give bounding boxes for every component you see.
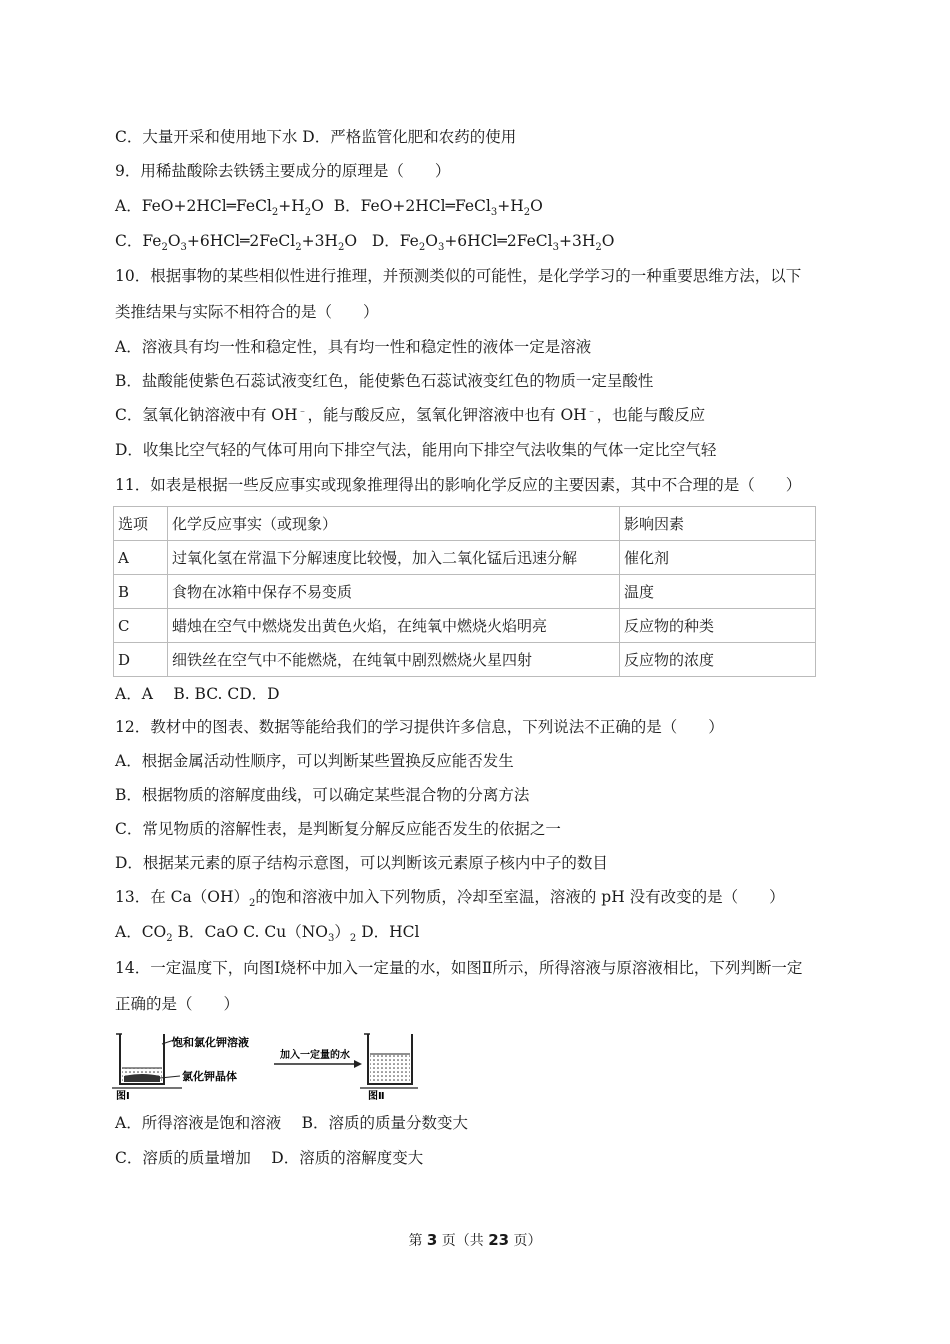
question-14-line2: 正确的是（ ） [115, 995, 240, 1013]
q10-option-a: A．溶液具有均一性和稳定性，具有均一性和稳定性的液体一定是溶液 [115, 338, 592, 356]
beaker-1 [116, 1034, 164, 1084]
q10-option-b: B．盐酸能使紫色石蕊试液变红色，能使紫色石蕊试液变红色的物质一定呈酸性 [115, 372, 654, 390]
table-cell: 蜡烛在空气中燃烧发出黄色火焰，在纯氧中燃烧火焰明亮 [168, 609, 620, 643]
q13-options: A．$CO_2$ B．CaO C. $Cu(NO_3)_2$ D．HCl [115, 923, 420, 945]
label-fig2: 图Ⅱ [368, 1091, 385, 1100]
q10-option-d: D．收集比空气轻的气体可用向下排空气法，能用向下排空气法收集的气体一定比空气轻 [115, 441, 717, 459]
table-header: 化学反应事实（或现象） [168, 507, 620, 541]
question-14-line1: 14．一定温度下，向图Ⅰ烧杯中加入一定量的水，如图Ⅱ所示，所得溶液与原溶液相比，下列判断一定 [115, 959, 803, 977]
question-10-line1: 10．根据事物的某些相似性进行推理，并预测类似的可能性，是化学学习的一种重要思维方法，以下 [115, 267, 802, 285]
q8-options-cd: C．大量开采和使用地下水 D．严格监管化肥和农药的使用 [115, 128, 517, 146]
q14-options-ab: A．所得溶液是饱和溶液 B．溶质的质量分数变大 [115, 1114, 469, 1132]
page-footer: 第 3 页（共 23 页） [408, 1231, 542, 1249]
label-fig1: 图Ⅰ [116, 1091, 130, 1100]
table-cell: 食物在冰箱中保存不易变质 [168, 575, 620, 609]
question-10-line2: 类推结果与实际不相符合的是（ ） [115, 303, 379, 321]
table-header: 影响因素 [620, 507, 816, 541]
q12-option-c: C．常见物质的溶解性表，是判断复分解反应能否发生的依据之一 [115, 820, 561, 838]
table-cell: A [114, 541, 168, 575]
q12-option-a: A．根据金属活动性顺序，可以判断某些置换反应能否发生 [115, 752, 514, 770]
table-cell: D [114, 643, 168, 677]
beaker-2 [364, 1034, 412, 1084]
table-cell: 反应物的浓度 [620, 643, 816, 677]
table-row [114, 609, 816, 643]
question-13: 13．在 $Ca(OH)_2$的饱和溶液中加入下列物质，冷却至室温，溶液的 pH 没有改变的是（ ） [115, 888, 785, 910]
q12-option-b: B．根据物质的溶解度曲线，可以确定某些混合物的分离方法 [115, 786, 530, 804]
q10-option-c: C．氢氧化钠溶液中有 OH﹣，能与酸反应，氢氧化钾溶液中也有 OH﹣，也能与酸反应 [115, 405, 706, 424]
question-11: 11．如表是根据一些反应事实或现象推理得出的影响化学反应的主要因素，其中不合理的是（ ） [115, 476, 802, 494]
label-arrow: 加入一定量的水 [280, 1050, 350, 1061]
table-row [114, 541, 816, 575]
table-cell: C [114, 609, 168, 643]
beaker-figure [112, 1030, 422, 1100]
q9-options-ab: A．$FeO+2HCl═FeCl_2+H_2O$ B．$FeO+2HCl═FeCl_3+H_2O$ [115, 197, 543, 219]
table-row [114, 643, 816, 677]
arrow-icon [274, 1060, 362, 1068]
table-cell: 催化剂 [620, 541, 816, 575]
table-cell: 过氧化氢在常温下分解速度比较慢，加入二氧化锰后迅速分解 [168, 541, 620, 575]
question-12: 12．教材中的图表、数据等能给我们的学习提供许多信息，下列说法不正确的是（ ） [115, 718, 724, 736]
question-9: 9．用稀盐酸除去铁锈主要成分的原理是（ ） [115, 162, 451, 180]
q12-option-d: D．根据某元素的原子结构示意图，可以判断该元素原子核内中子的数目 [115, 854, 608, 872]
factors-table [113, 506, 816, 677]
table-cell: 温度 [620, 575, 816, 609]
table-row [114, 575, 816, 609]
table-cell: 细铁丝在空气中不能燃烧，在纯氧中剧烈燃烧火星四射 [168, 643, 620, 677]
q14-options-cd: C．溶质的质量增加 D．溶质的溶解度变大 [115, 1149, 424, 1167]
q9-options-cd: C．$Fe_2O_3+6HCl═2FeCl_2+3H_2O$ D．$Fe_2O_3+6HCl═2FeCl_3+3H_2O$ [115, 232, 615, 254]
q11-options: A．A B. BC. CD．D [115, 685, 280, 703]
table-cell: B [114, 575, 168, 609]
label-crystal: 氯化钾晶体 [182, 1070, 237, 1083]
label-saturated: 饱和氯化钾溶液 [172, 1036, 249, 1049]
table-header-row [114, 507, 816, 541]
table-cell: 反应物的种类 [620, 609, 816, 643]
table-header: 选项 [114, 507, 168, 541]
